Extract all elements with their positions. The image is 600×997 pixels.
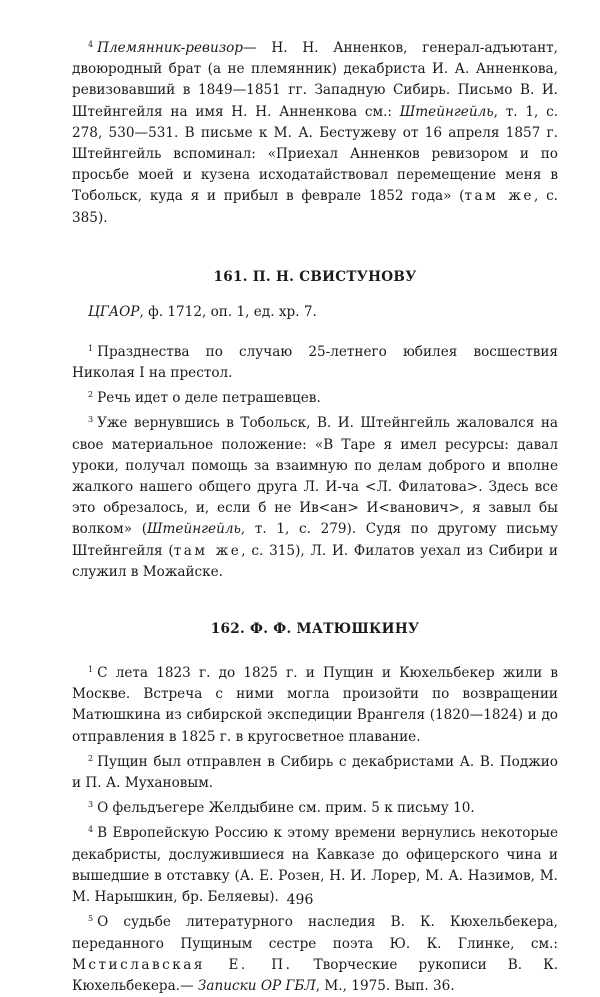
archive-reference-161: ЦГАОР, ф. 1712, оп. 1, ед. хр. 7. <box>88 303 317 320</box>
footnote-marker: 4 <box>88 40 94 49</box>
footnote-162-3: $^3$ О фельдъегере Желдыбине см. прим. 5 к письму 10. <box>88 800 475 817</box>
footnote-term: Племянник-ревизор <box>97 40 244 56</box>
footnote-161-3: $^3$ Уже вернувшись в Тобольск, В. И. Штейнгейль жаловался на свое материальное положение: «В Таре я имел ресурсы: давал уроки, получал помощь за взаимную по делам доброго и вполне жалкого нашего общего друга Л. И-ча <Л. Филатова>. Здесь все это обрезалось, и, если б не Ив<ан> И<ванович>, я завыл бы волком» (Штейнгейль, т. 1, с. 279). Судя по другому письму Штейнгейля (там же, с. 315), Л. И. Филатов уехал из Сибири и служил в Можайске. <box>72 415 558 580</box>
section-heading-161: 161. П. Н. СВИСТУНОВУ <box>213 268 417 285</box>
page-number: 496 <box>286 892 314 908</box>
footnote-162-4: $^4$ В Европейскую Россию к этому времени вернулись некоторые декабристы, дослужившиеся на Кавказе до офицерского чина и вышедшие в отставку (А. Е. Розен, Н. И. Лорер, М. А. Назимов, М. М. Нарышкин, бр. Беляевы). <box>72 825 558 906</box>
page-body <box>72 34 558 997</box>
footnote-marker: 3 <box>88 800 94 810</box>
footnote-marker: 4 <box>88 825 94 835</box>
footnote-marker: 5 <box>88 914 94 924</box>
section-heading-162: 162. Ф. Ф. МАТЮШКИНУ <box>210 621 420 638</box>
footnote-162-2: $^2$ Пущин был отправлен в Сибирь с декабристами А. В. Поджио и П. А. Мухановым. <box>72 753 558 792</box>
footnote-marker: 2 <box>88 753 94 763</box>
footnote-162-1: $^1$ С лета 1823 г. до 1825 г. и Пущин и Кюхельбекер жили в Москве. Встреча с ними могла произойти по возвращении Матюшкина из сибирской экспедиции Врангеля (1820—1824) и до отправления в 1825 г. в кругосветное плавание. <box>72 665 558 745</box>
footnote-marker: 2 <box>88 390 94 400</box>
footnote-162-5: $^5$ О судьбе литературного наследия В. К. Кюхельбекера, переданного Пущиным сестре поэта Ю. К. Глинке, см.: Мстиславская Е. П. Творческие рукописи В. К. Кюхельбекера.— Записки ОР ГБЛ, М., 1975. Вып. 36. <box>72 914 558 994</box>
footnote-marker: 3 <box>88 415 94 425</box>
footnote-161-2: $^2$ Речь идет о деле петрашевцев. <box>88 390 321 407</box>
footnote-marker: 1 <box>88 665 94 675</box>
footnote-4-top: $^4$ Племянник-ревизор— Н. Н. Анненков, генерал-адъютант, двоюродный брат (а не племянник) декабриста И. А. Анненкова, ревизовавший в 1849—1851 гг. Западную Сибирь. Письмо В. И. Штейнгейля на имя Н. Н. Анненкова см.: Штейнгейль, т. 1, с. 278, 530—531. В письме к М. А. Бестужеву от 16 апреля 1857 г. Штейнгейль вспоминал: «Приехал Анненков ревизором и по просьбе моей и кузена исходатайствовал перемещение меня в Тобольск, куда я и прибыл в феврале 1852 года» (там же, с. 385). <box>72 40 559 226</box>
footnote-marker: 1 <box>88 343 94 353</box>
footnote-161-1: $^1$ Празднества по случаю 25-летнего юбилея восшествия Николая I на престол. <box>72 343 558 382</box>
